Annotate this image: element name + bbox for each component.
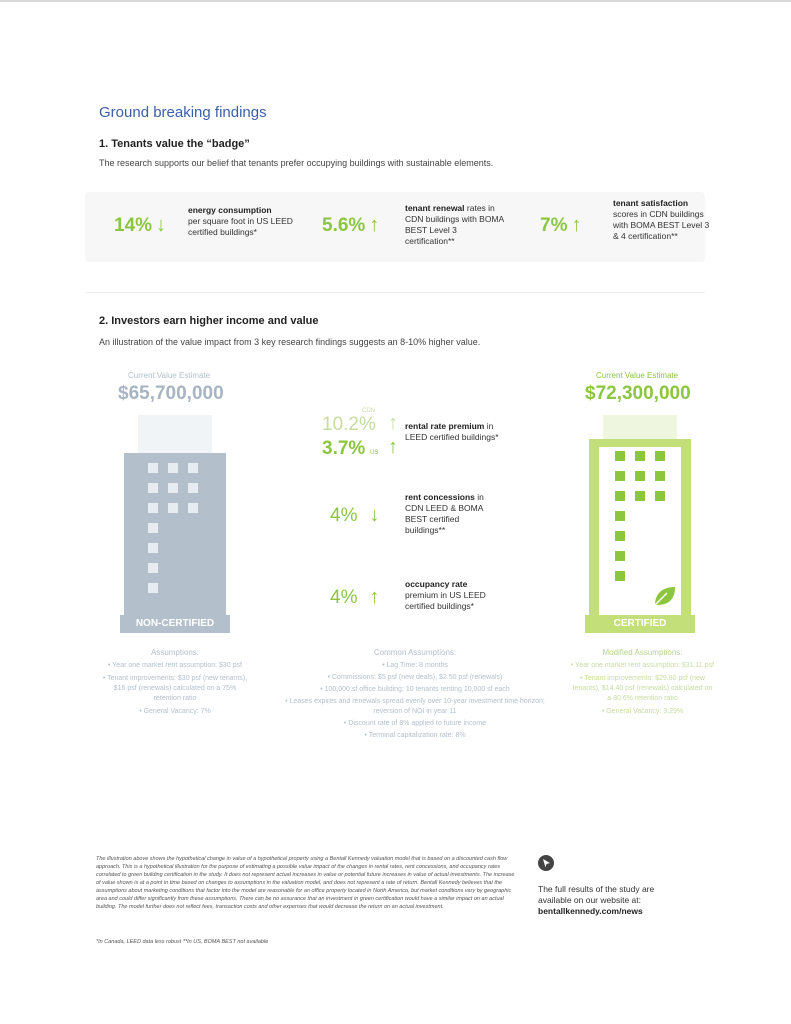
window	[148, 583, 158, 593]
window	[148, 543, 158, 553]
results-text	[538, 884, 718, 917]
mid-stat-3-bold: occupancy rate	[405, 579, 468, 589]
window	[188, 463, 198, 473]
stat-3-rest: scores in CDN buildings with BOMA BEST Level 3 & 4 certification**	[613, 209, 710, 241]
section-divider	[85, 292, 705, 293]
window	[635, 491, 645, 501]
window	[148, 563, 158, 573]
page-title: Ground breaking findings	[99, 104, 267, 121]
right-assumption-item: • Year one market rent assumption: $31.11 psf	[570, 662, 715, 669]
common-assumption-item: • Leases expires and renewals spread evenly over 10-year investment time horizon; reversion of NOI in year 11	[285, 698, 545, 715]
section2-intro: An illustration of the value impact from 3 key research findings suggests an 8-10% higher value.	[99, 337, 481, 347]
disclaimer: The illustration above shows the hypothetical change in value of a hypothetical property using a Bentall Kennedy valuation model that is based on a discounted cash flow approach. This is a hypothetical illustration for the purpose of estimating a possible value impact of the changes in rental rates, rent concessions, and occupancy rates correlated to green building certification in the study. It does not represent actual increases in value or potential future increases in value of actual investments. The increase of value shown is at a point in time based on changes to assumptions in the valuation model, and does not represent a rate of return. Bentall Kennedy believes that the assumptions about marketing conditions that factor into the model are reasonable for an office property located in North America, but market conditions vary by geographic area and could differ significantly from these assumptions. There can be no assurance that an investment in green certification would have a similar impact on an actual building. The model further does not reflect fees, transaction costs and other expenses that would decrease the return on an actual investment.	[96, 856, 515, 910]
window	[188, 483, 198, 493]
common-assumption-item: • Discount rate of 8% applied to future income	[343, 720, 487, 727]
building-roof	[138, 415, 212, 453]
mid-stat-2-desc	[405, 492, 500, 536]
window	[168, 503, 178, 513]
building-badge	[585, 615, 695, 633]
window	[655, 451, 665, 461]
mid-stat-2-rest: in CDN LEED & BOMA BEST certified buildings**	[405, 492, 484, 535]
right-value: $72,300,000	[585, 383, 691, 404]
section2-title: 2. Investors earn higher income and value	[99, 315, 319, 327]
window	[615, 471, 625, 481]
common-assumption-item: • Commissions: $5 psf (new deals), $2.50 psf (renewals)	[327, 674, 503, 681]
certified-building	[585, 415, 695, 635]
pointer-logo-icon	[538, 855, 554, 871]
arrow-up-icon: ↑	[369, 586, 380, 608]
stat-3-bold: tenant satisfaction	[613, 198, 689, 208]
stat-2-rest: rates in CDN buildings with BOMA BEST Level 3 certification**	[405, 203, 504, 246]
window	[615, 531, 625, 541]
mid-stat-1-bold: rental rate premium	[405, 421, 485, 431]
arrow-up-icon: ↑	[369, 214, 380, 236]
stat-1-bold: energy consumption	[188, 205, 272, 215]
non-certified-building	[120, 415, 230, 635]
window	[148, 483, 158, 493]
right-value-label: Current Value Estimate	[596, 371, 679, 380]
mid-stat-3-desc	[405, 579, 500, 612]
mid-stat-1-cdn-value: 10.2%	[322, 414, 376, 435]
window	[615, 551, 625, 561]
stat-2	[322, 214, 379, 237]
stat-1	[114, 214, 166, 237]
window	[615, 571, 625, 581]
mid-stat-1-rest: in LEED certified buildings*	[405, 421, 499, 442]
window	[168, 463, 178, 473]
arrow-down-icon: ↓	[369, 504, 380, 526]
mid-stat-1-us-label: US	[370, 450, 379, 456]
right-assumption-item: • Tenant improvements: $29.80 psf (new tenants), $14.40 psf (renewals) calculated on a 80.6% retention ratio	[572, 675, 713, 702]
leaf-icon	[651, 583, 677, 609]
section1-title: 1. Tenants value the “badge”	[99, 138, 250, 150]
left-value: $65,700,000	[118, 383, 224, 404]
window	[655, 471, 665, 481]
window	[188, 503, 198, 513]
mid-stat-1	[322, 408, 402, 462]
window	[615, 451, 625, 461]
stat-2-desc	[405, 203, 505, 247]
mid-stat-1-us-value: 3.7%	[322, 438, 366, 459]
mid-stat-2-value: 4%	[330, 504, 358, 526]
stat-2-value: 5.6%	[322, 214, 366, 236]
common-assumptions-title: Common Assumptions:	[373, 648, 457, 657]
mid-stat-3-rest: premium in US LEED certified buildings*	[405, 590, 486, 611]
building-roof	[603, 415, 677, 439]
window	[148, 503, 158, 513]
mid-stat-2	[330, 504, 379, 527]
right-assumption-item: • General Vacancy: 3.29%	[601, 708, 684, 715]
footnotes: *In Canada, LEED data less robust **In US, BOMA BEST not available	[96, 939, 269, 945]
website-link[interactable]: bentallkennedy.com/news	[538, 906, 643, 916]
mid-stat-2-bold: rent concessions	[405, 492, 475, 502]
stat-1-value: 14%	[114, 214, 153, 236]
window	[635, 471, 645, 481]
results-line-1: The full results of the study are	[538, 884, 655, 894]
common-assumption-item: • Lag Time: 8 months	[382, 662, 448, 669]
window	[615, 511, 625, 521]
window	[655, 491, 665, 501]
common-assumption-item: • Terminal capitalization rate: 8%	[364, 732, 466, 739]
right-assumptions	[570, 648, 715, 717]
arrow-down-icon: ↓	[156, 214, 167, 236]
left-assumption-item: • General Vacancy: 7%	[139, 708, 211, 715]
non-certified-badge: NON-CERTIFIED	[135, 618, 215, 629]
building-body	[124, 453, 226, 623]
stat-3	[540, 214, 581, 237]
stat-1-desc	[188, 205, 298, 238]
arrow-up-icon: ↑	[388, 412, 398, 434]
right-assumptions-title: Modified Assumptions:	[602, 648, 683, 657]
mid-stat-1-cdn-label: CDN	[362, 408, 375, 414]
left-assumption-item: • Tenant improvements: $30 psf (new tenants), $15 psf (renewals) calculated on a 75% retention ratio	[102, 675, 248, 702]
mid-stat-3	[330, 586, 379, 609]
window	[148, 463, 158, 473]
window	[615, 491, 625, 501]
left-assumptions	[100, 648, 250, 717]
stat-2-bold: tenant renewal	[405, 203, 465, 213]
results-line-2: available on our website at:	[538, 895, 642, 905]
window	[635, 451, 645, 461]
mid-stat-1-desc	[405, 421, 500, 443]
building-badge	[120, 615, 230, 633]
section1-intro: The research supports our belief that tenants prefer occupying buildings with sustainable elements.	[99, 158, 494, 168]
arrow-up-icon: ↑	[571, 214, 582, 236]
window	[148, 523, 158, 533]
window	[168, 483, 178, 493]
stat-3-value: 7%	[540, 214, 568, 236]
certified-badge: CERTIFIED	[613, 618, 667, 629]
left-value-label: Current Value Estimate	[128, 371, 211, 380]
top-rule	[0, 0, 791, 2]
arrow-up-icon: ↑	[388, 436, 398, 458]
stats-band	[85, 192, 705, 262]
common-assumption-item: • 100,000 sf office building; 10 tenants renting 10,000 sf each	[320, 686, 510, 693]
left-assumption-item: • Year one market rent assumption: $30 psf	[108, 662, 242, 669]
stat-3-desc	[613, 198, 711, 242]
stat-1-rest: per square foot in US LEED certified buildings*	[188, 216, 293, 237]
left-assumptions-title: Assumptions:	[150, 648, 200, 657]
mid-stat-3-value: 4%	[330, 586, 358, 608]
common-assumptions	[275, 648, 555, 741]
